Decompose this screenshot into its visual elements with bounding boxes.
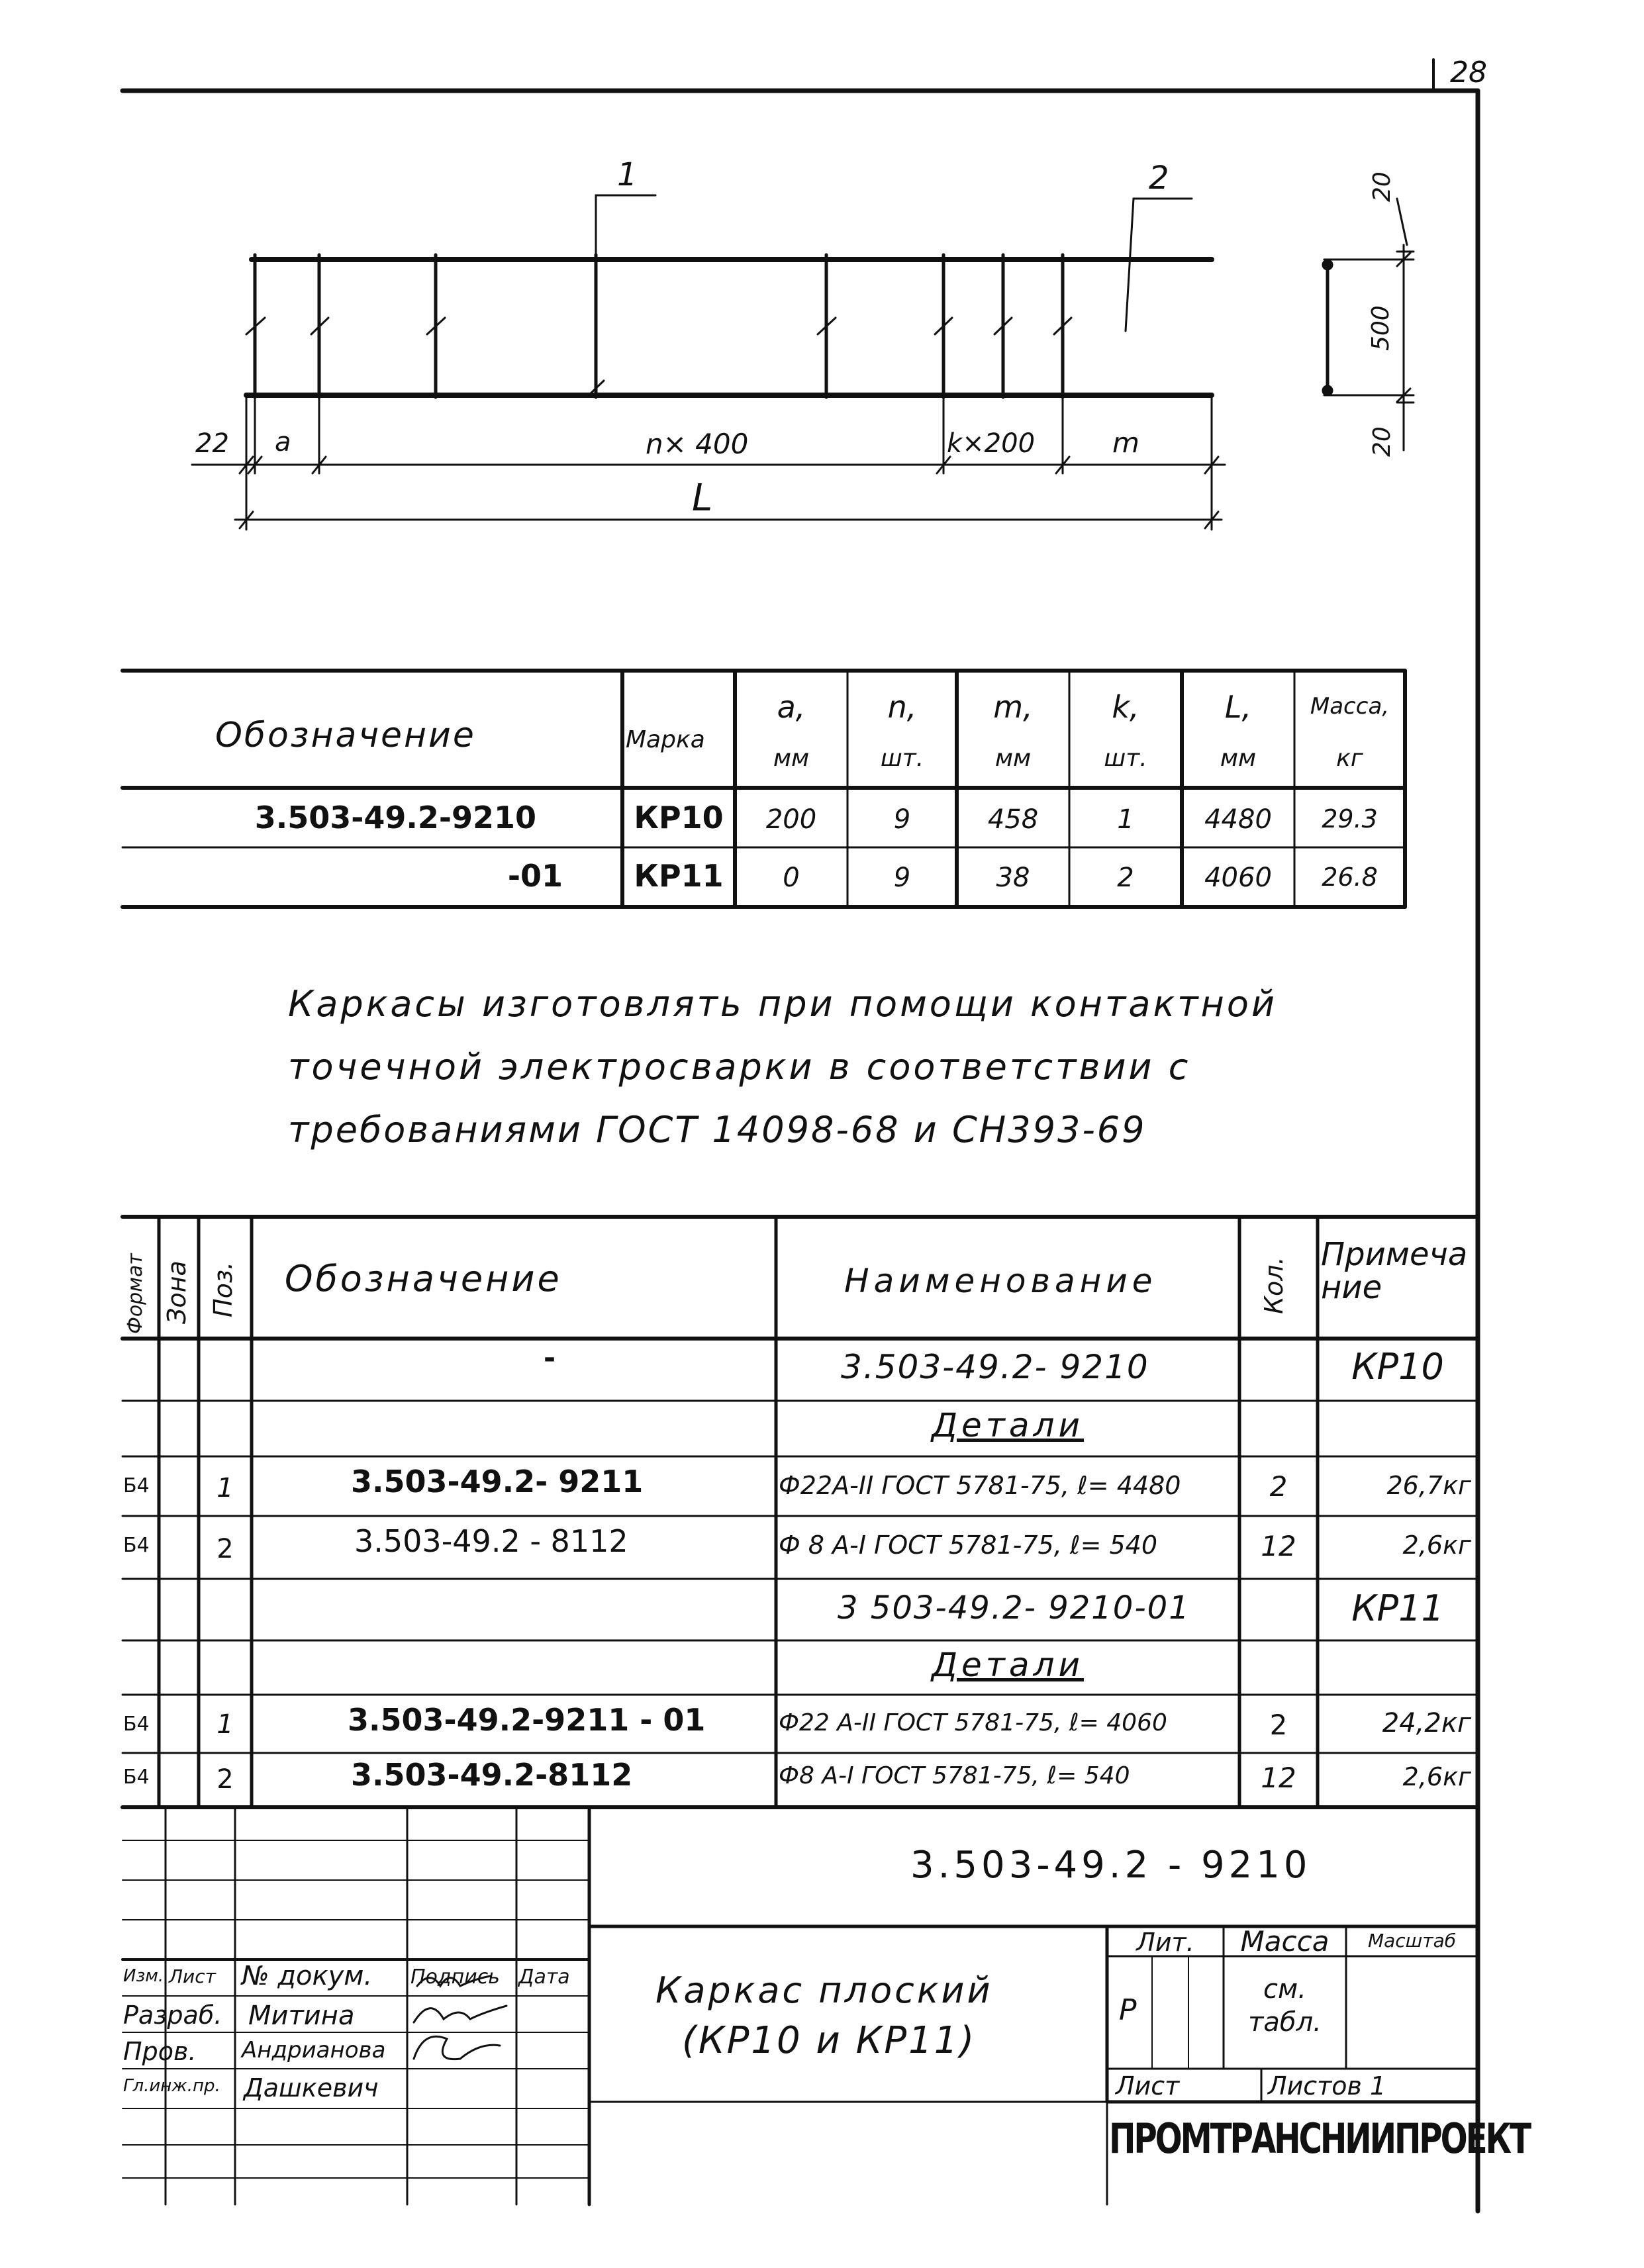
param-row1-n: 9 bbox=[893, 804, 911, 835]
spec-row3-name: Ф 8 А-I ГОСТ 5781-75, ℓ= 540 bbox=[779, 1531, 1158, 1560]
dim-22: 22 bbox=[195, 428, 229, 459]
spec-row5-section: Детали bbox=[931, 1646, 1085, 1684]
name-developer: Митина bbox=[248, 2001, 355, 2031]
param-row1-L: 4480 bbox=[1204, 804, 1272, 835]
param-header-L: L, bbox=[1224, 689, 1252, 725]
spec-row2-note: 26,7кг bbox=[1386, 1471, 1471, 1500]
spec-header-pos: Поз. bbox=[209, 1261, 238, 1317]
spec-row6-name: Ф22 А-II ГОСТ 5781-75, ℓ= 4060 bbox=[779, 1709, 1167, 1736]
param-row2-designation: -01 bbox=[507, 858, 563, 894]
callout-1: 1 bbox=[617, 156, 638, 193]
param-row1-mass: 29.3 bbox=[1322, 804, 1378, 833]
param-header-a-unit: мм bbox=[773, 745, 810, 772]
spec-header-format: Формат bbox=[124, 1253, 147, 1334]
section-dim-mid: 500 bbox=[1367, 305, 1394, 351]
spec-row6-note: 24,2кг bbox=[1382, 1708, 1471, 1738]
spec-header-designation: Обозначение bbox=[285, 1258, 562, 1299]
spec-row6-pos: 1 bbox=[217, 1709, 234, 1740]
section-dim-top: 20 bbox=[1369, 171, 1396, 202]
param-header-m: m, bbox=[993, 689, 1033, 725]
dim-a: a bbox=[275, 427, 291, 457]
spec-row2-format: Б4 bbox=[123, 1474, 150, 1497]
param-row2-m: 38 bbox=[996, 863, 1030, 893]
lit-value: Р bbox=[1119, 1993, 1137, 2027]
dim-n400: n× 400 bbox=[646, 428, 749, 460]
mass-value-1: см. bbox=[1263, 1974, 1306, 2005]
signature-andrianova bbox=[414, 2006, 507, 2022]
param-header-k-unit: шт. bbox=[1104, 745, 1147, 772]
spec-row3-qty: 12 bbox=[1261, 1530, 1296, 1562]
spec-row1-section: Детали bbox=[931, 1406, 1085, 1444]
spec-row4-name: 3 503-49.2- 9210-01 bbox=[838, 1589, 1190, 1627]
spec-row0-designation: - bbox=[543, 1341, 556, 1375]
spec-row3-format: Б4 bbox=[123, 1534, 150, 1557]
param-header-mass-unit: кг bbox=[1336, 745, 1363, 772]
spec-row0-name: 3.503-49.2- 9210 bbox=[841, 1348, 1149, 1386]
param-header-m-unit: мм bbox=[994, 745, 1032, 772]
col-list: Лист bbox=[169, 1965, 216, 1987]
param-row1-a: 200 bbox=[765, 804, 817, 835]
signature-dashkevich bbox=[414, 2036, 500, 2059]
param-header-mark: Марка bbox=[626, 726, 705, 753]
param-row1-mark: КР10 bbox=[634, 800, 724, 835]
note-line-3: требованиями ГОСТ 14098-68 и СН393-69 bbox=[288, 1109, 1147, 1151]
param-row1-designation: 3.503-49.2-9210 bbox=[254, 800, 536, 835]
sheets-label: Листов 1 bbox=[1268, 2071, 1386, 2101]
mass-label: Масса bbox=[1240, 1925, 1330, 1958]
title-line-2: (КР10 и КР11) bbox=[682, 2019, 977, 2062]
param-header-n-unit: шт. bbox=[880, 745, 924, 772]
note-line-1: Каркасы изготовлять при помощи контактной bbox=[288, 983, 1277, 1025]
param-row2-n: 9 bbox=[893, 863, 911, 893]
spec-row3-designation: 3.503-49.2 - 8112 bbox=[354, 1523, 628, 1559]
role-developer: Разраб. bbox=[123, 2001, 222, 2030]
param-header-designation: Обозначение bbox=[215, 716, 476, 755]
spec-header-qty: Кол. bbox=[1259, 1256, 1288, 1314]
param-header-k: k, bbox=[1112, 689, 1139, 725]
param-header-a: a, bbox=[777, 689, 806, 725]
spec-row6-designation: 3.503-49.2-9211 - 01 bbox=[348, 1702, 706, 1738]
col-date: Дата bbox=[518, 1965, 570, 1989]
spec-row7-designation: 3.503-49.2-8112 bbox=[351, 1757, 633, 1793]
col-izm: Изм. bbox=[123, 1966, 164, 1986]
param-row2-k: 2 bbox=[1117, 863, 1134, 893]
param-row2-mass: 26.8 bbox=[1322, 863, 1378, 892]
mass-value-2: табл. bbox=[1248, 2007, 1322, 2038]
doc-code: 3.503-49.2 - 9210 bbox=[910, 1844, 1312, 1887]
spec-header-zone: Зона bbox=[162, 1260, 191, 1324]
spec-header-note: Примечание bbox=[1321, 1236, 1468, 1307]
title-line-1: Каркас плоский bbox=[655, 1969, 993, 2011]
spec-row7-note: 2,6кг bbox=[1402, 1762, 1471, 1791]
param-header-n: n, bbox=[887, 689, 917, 725]
sheet-label: Лист bbox=[1116, 2071, 1180, 2101]
spec-row3-note: 2,6кг bbox=[1402, 1531, 1471, 1560]
spec-row4-note: КР11 bbox=[1351, 1587, 1444, 1629]
col-sign: Подпись bbox=[411, 1965, 500, 1989]
param-row1-m: 458 bbox=[987, 804, 1039, 835]
spec-row7-name: Ф8 А-I ГОСТ 5781-75, ℓ= 540 bbox=[779, 1762, 1130, 1789]
col-doc: № докум. bbox=[242, 1961, 373, 1991]
param-row2-L: 4060 bbox=[1204, 863, 1272, 893]
note-line-2: точечной электросварки в соответствии с bbox=[288, 1046, 1191, 1088]
spec-row7-format: Б4 bbox=[123, 1766, 150, 1789]
callout-2: 2 bbox=[1149, 160, 1169, 197]
scale-label: Масштаб bbox=[1367, 1930, 1457, 1952]
spec-row2-designation: 3.503-49.2- 9211 bbox=[351, 1464, 644, 1499]
dim-k200: k×200 bbox=[947, 428, 1036, 459]
organization-name: ПРОМТРАНСНИИПРОЕКТ bbox=[1109, 2114, 1529, 2163]
dim-L: L bbox=[692, 477, 713, 520]
spec-row6-format: Б4 bbox=[123, 1713, 150, 1736]
spec-row0-note: КР10 bbox=[1351, 1346, 1444, 1388]
name-chief: Дашкевич bbox=[244, 2073, 379, 2103]
param-row2-a: 0 bbox=[783, 863, 800, 893]
spec-row2-name: Ф22А-II ГОСТ 5781-75, ℓ= 4480 bbox=[779, 1471, 1181, 1500]
param-header-L-unit: мм bbox=[1220, 745, 1257, 772]
name-checker: Андрианова bbox=[242, 2037, 386, 2063]
spec-row6-qty: 2 bbox=[1269, 1709, 1288, 1741]
sheet-number: 28 bbox=[1450, 56, 1487, 89]
param-header-mass: Масса, bbox=[1310, 693, 1390, 720]
spec-row2-pos: 1 bbox=[217, 1473, 234, 1503]
spec-row3-pos: 2 bbox=[217, 1534, 234, 1564]
param-row1-k: 1 bbox=[1117, 804, 1134, 835]
spec-row7-qty: 12 bbox=[1261, 1762, 1296, 1794]
spec-row2-qty: 2 bbox=[1269, 1470, 1288, 1503]
lit-label: Лит. bbox=[1136, 1928, 1194, 1957]
spec-header-name: Наименование bbox=[844, 1262, 1157, 1300]
dim-m: m bbox=[1112, 426, 1139, 459]
spec-row7-pos: 2 bbox=[217, 1764, 234, 1795]
section-dim-bot: 20 bbox=[1369, 426, 1396, 457]
role-checker: Пров. bbox=[123, 2037, 197, 2066]
role-chief: Гл.инж.пр. bbox=[123, 2076, 220, 2096]
param-row2-mark: КР11 bbox=[634, 858, 724, 894]
